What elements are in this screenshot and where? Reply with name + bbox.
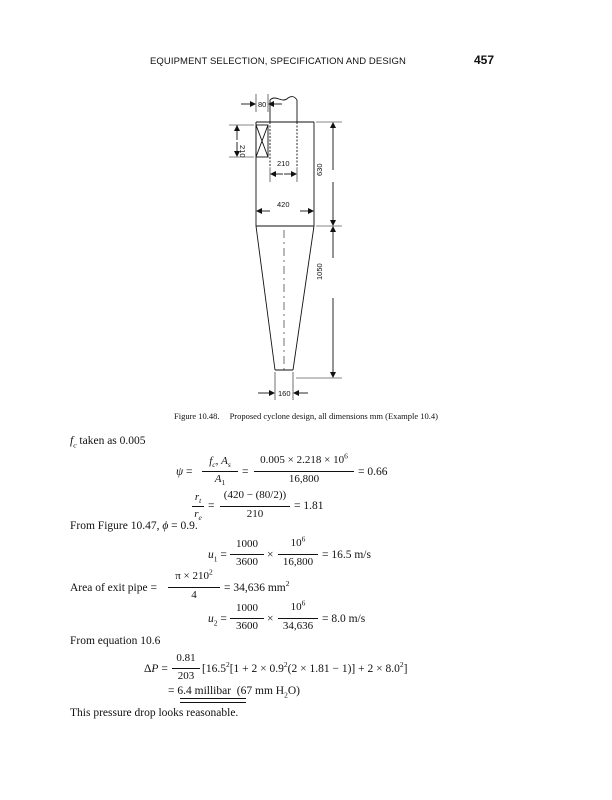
dp-result: 6.4 millibar bbox=[177, 685, 232, 697]
from-equation-line: From equation 10.6 bbox=[70, 635, 161, 647]
fc-text: taken as 0.005 bbox=[79, 435, 146, 447]
psi-num2: $0.005 \times 2.218 \times 10^6$ bbox=[260, 451, 348, 466]
u2-bar1 bbox=[230, 618, 264, 619]
fc-statement: $f_c$ taken as 0.005 bbox=[70, 435, 146, 450]
u1-num2: $10^6$ bbox=[290, 534, 306, 549]
from-figure-line: From Figure 10.47, ϕ = 0.9. bbox=[70, 520, 198, 532]
u1-den1: 3600 bbox=[236, 556, 258, 568]
area-num: $\pi \times 210^2$ bbox=[175, 567, 213, 582]
exit-pipe-outline bbox=[270, 100, 297, 122]
u2-bar2 bbox=[278, 618, 318, 619]
from-figure-text: From Figure 10.47, bbox=[70, 520, 163, 532]
u2-num1: 1000 bbox=[236, 602, 258, 614]
u1-bar1 bbox=[230, 554, 264, 555]
ratio-rt: $r_t$ bbox=[194, 491, 202, 506]
dp-bar bbox=[172, 668, 200, 669]
u2-symbol: $u_2$ = bbox=[208, 613, 227, 628]
ratio-eq: = bbox=[208, 500, 215, 512]
ratio-bar-left bbox=[192, 506, 204, 507]
u2-num2: $10^6$ bbox=[290, 598, 306, 613]
ratio-re: $r_e$ bbox=[194, 508, 202, 523]
inlet-cross bbox=[256, 125, 268, 157]
ratio-result: = 1.81 bbox=[294, 500, 324, 512]
figure-caption-text: Proposed cyclone design, all dimensions mm (Example 10.4) bbox=[229, 411, 439, 421]
dp-den: 203 bbox=[177, 670, 195, 682]
u1-result: = 16.5 m/s bbox=[322, 549, 371, 561]
dp-symbol: ΔP = bbox=[144, 663, 168, 675]
area-result: = 34,636 $mm^2$ bbox=[224, 579, 290, 594]
phi-value: = 0.9. bbox=[168, 520, 198, 532]
dim-cylinder-height: 630 bbox=[315, 163, 324, 176]
page-number: 457 bbox=[474, 53, 495, 67]
psi-den1: $A_1$ bbox=[214, 473, 226, 488]
psi-den2: 16,800 bbox=[288, 473, 320, 485]
u1-den2: 16,800 bbox=[282, 556, 314, 568]
psi-bar1 bbox=[202, 471, 238, 472]
dim-inlet-width: 80 bbox=[258, 100, 267, 109]
ratio-num: (420 − (80/2)) bbox=[223, 489, 287, 501]
ratio-bar bbox=[220, 506, 290, 507]
u1-num1: 1000 bbox=[236, 538, 258, 550]
area-bar bbox=[168, 587, 220, 588]
dp-bracket: $[16.5^2[1 + 2 \times 0.9^2(2 \times 1.81 - 1)] + 2 \times 8.0^2]$ bbox=[202, 660, 408, 675]
psi-symbol: ψ = bbox=[176, 466, 193, 478]
dp-result-line: = 6.4 millibar (67 mm $H_2O$) bbox=[168, 685, 300, 700]
dp-result-underline bbox=[180, 698, 246, 703]
area-den: 4 bbox=[191, 589, 197, 601]
dim-cone-height: 1050 bbox=[315, 263, 324, 280]
dim-dust-outlet: 160 bbox=[278, 389, 291, 398]
cyclone-cone bbox=[256, 226, 314, 370]
u2-result: = 8.0 m/s bbox=[322, 613, 366, 625]
psi-result: = 0.66 bbox=[358, 466, 388, 478]
dim-body-diameter: 420 bbox=[277, 200, 290, 209]
dp-num: 0.81 bbox=[176, 652, 196, 664]
u2-den1: 3600 bbox=[236, 620, 258, 632]
dim-inlet-height: 210 bbox=[238, 145, 247, 158]
exit-pipe-break bbox=[270, 97, 297, 100]
figure-caption bbox=[0, 411, 612, 421]
psi-bar2 bbox=[254, 471, 354, 472]
u1-symbol: $u_1$ = bbox=[208, 549, 227, 564]
u1-bar2 bbox=[278, 554, 318, 555]
psi-num1: $f_c$, $A_s$ bbox=[209, 455, 231, 470]
area-label: Area of exit pipe = bbox=[70, 582, 157, 594]
u1-times: × bbox=[267, 549, 274, 561]
figure-number: Figure 10.48. bbox=[173, 411, 220, 421]
dim-exit-pipe: 210 bbox=[277, 159, 290, 168]
ratio-den: 210 bbox=[246, 508, 264, 520]
conclusion-text: This pressure drop looks reasonable. bbox=[70, 707, 239, 719]
running-header: EQUIPMENT SELECTION, SPECIFICATION AND DESIGN bbox=[150, 56, 406, 67]
u2-den2: 34,636 bbox=[282, 620, 314, 632]
u2-times: × bbox=[267, 613, 274, 625]
psi-eq: = bbox=[242, 466, 249, 478]
